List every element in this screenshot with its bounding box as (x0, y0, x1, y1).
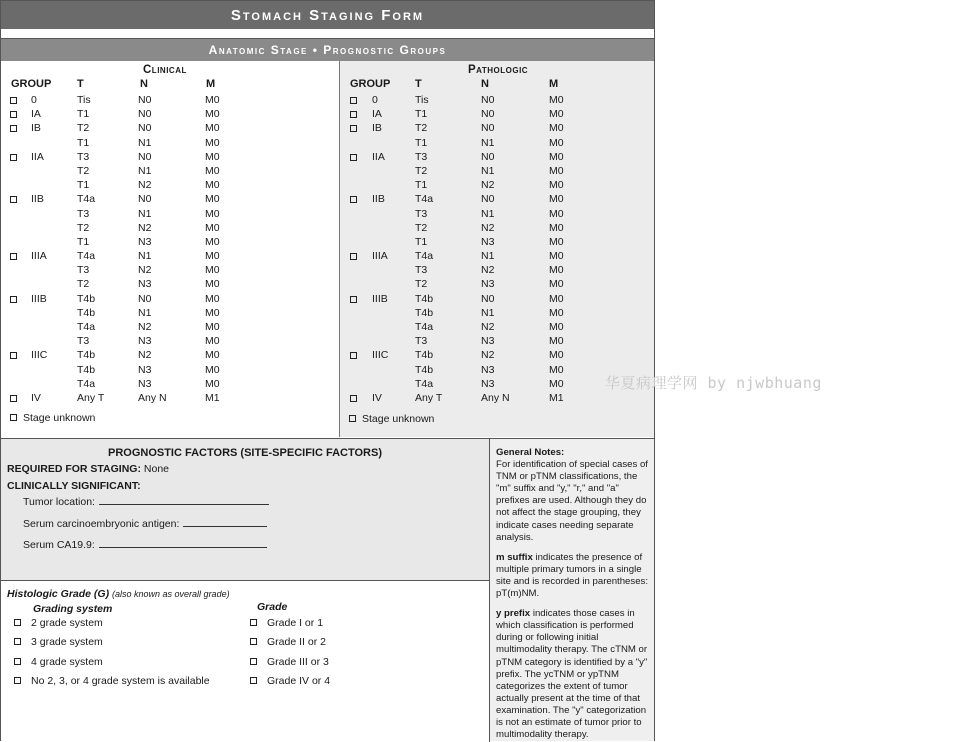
pathologic-t-cell: T3 (415, 264, 428, 277)
pathologic-m-cell: M0 (549, 292, 564, 305)
m-suffix-text: indicates the presence of multiple primary tumors in a single site and is recorded in parentheses: pT(m)NM. (496, 551, 648, 600)
checkbox[interactable] (350, 395, 357, 402)
grade-option-label: Grade I or 1 (267, 617, 324, 629)
clinical-n-cell: N0 (138, 122, 152, 135)
clinical-stage-unknown[interactable] (10, 412, 95, 424)
prognostic-factors-section (1, 438, 490, 580)
checkbox[interactable] (10, 154, 17, 161)
pathologic-m-cell: M0 (549, 306, 564, 319)
clinical-m-cell: M0 (205, 321, 220, 333)
notes-intro-paragraph (496, 447, 648, 544)
clinical-n-cell: N0 (138, 108, 152, 121)
checkbox[interactable] (250, 677, 257, 684)
pathologic-t-cell: T2 (415, 164, 428, 177)
clinical-t-cell: T4a (77, 377, 96, 390)
clinical-t-cell: T1 (77, 136, 90, 149)
pathologic-m-cell: M0 (549, 250, 564, 263)
required-value: None (143, 463, 170, 475)
clinical-stage-row (1, 378, 339, 392)
pathologic-m-cell: M0 (549, 150, 564, 163)
pathologic-n-cell: N2 (481, 179, 495, 192)
clinical-m-cell: M0 (205, 108, 220, 121)
checkbox[interactable] (350, 253, 357, 260)
pathologic-n-cell: N3 (481, 363, 495, 376)
grading-system-option[interactable] (14, 656, 103, 668)
pathologic-t-cell: Any T (415, 391, 443, 404)
clinical-m-cell: M0 (205, 136, 220, 149)
y-prefix-text: indicates those cases in which classification is performed during or following initial multimodality therapy. The cTNM or pTNM category is identified by a "y" prefix. The ycTNM or ypTNM categorizes the extent of tumor actually present at the time of that examination. The "y" categorization is not an estimate of tumor prior to multimodality therapy. (496, 608, 648, 741)
y-prefix-term: y prefix (496, 608, 531, 620)
pathologic-stage-row (340, 165, 654, 179)
pathologic-group-cell: IIIC (372, 349, 389, 362)
pathologic-m-cell: M0 (549, 221, 564, 234)
pathologic-stage-row (340, 321, 654, 335)
tumor-location-blank[interactable] (99, 495, 269, 505)
pathologic-t-cell: T4a (415, 250, 434, 263)
clinical-n-cell: N1 (138, 136, 152, 149)
clinical-t-cell: T3 (77, 150, 90, 163)
clinical-stage-row (1, 335, 339, 349)
pathologic-n-cell: N0 (481, 150, 495, 163)
checkbox[interactable] (250, 638, 257, 645)
clinical-stage-row (1, 208, 339, 222)
pathologic-t-cell: T4b (415, 363, 434, 376)
general-notes (490, 438, 654, 741)
m-suffix-term: m suffix (496, 551, 533, 563)
histologic-title-note: (also known as overall grade) (112, 589, 230, 599)
clinical-m-cell: M0 (205, 179, 220, 192)
clinical-stage-row (1, 165, 339, 179)
clinical-t-cell: Any T (77, 391, 105, 404)
pathologic-t-cell: T2 (415, 122, 428, 135)
clinical-t-cell: T4b (77, 363, 96, 376)
clinical-n-cell: N1 (138, 250, 152, 263)
pathologic-group-header: GROUP (350, 78, 391, 90)
checkbox[interactable] (349, 415, 356, 422)
clinical-stage-row[interactable] (1, 94, 339, 108)
pathologic-t-cell: T1 (415, 108, 428, 121)
clinical-m-header: M (206, 78, 216, 90)
clinical-n-cell: N1 (138, 207, 152, 220)
pathologic-group-cell: IV (372, 391, 382, 404)
clinical-m-cell: M0 (205, 122, 220, 135)
pathologic-m-cell: M0 (549, 193, 564, 206)
grade-option-label: Grade IV or 4 (267, 675, 331, 687)
checkbox[interactable] (14, 638, 21, 645)
pathologic-t-cell: Tis (415, 94, 429, 106)
clinical-stage-row[interactable] (1, 293, 339, 307)
serum-ca199-blank[interactable] (99, 538, 267, 548)
clinical-n-cell: N2 (138, 349, 152, 362)
pathologic-n-cell: N3 (481, 377, 495, 390)
pathologic-m-cell: M0 (549, 164, 564, 177)
clinical-stage-row (1, 137, 339, 151)
clinical-t-cell: T1 (77, 108, 90, 121)
clinical-group-cell: IIIC (31, 349, 48, 362)
clinical-group-cell: IIA (31, 150, 44, 163)
grade-option[interactable] (250, 636, 326, 648)
tumor-location-field[interactable] (23, 495, 269, 508)
checkbox[interactable] (10, 414, 17, 421)
pathologic-stage-row (340, 335, 654, 349)
pathologic-t-cell: T1 (415, 235, 428, 248)
pathologic-t-header: T (415, 78, 422, 90)
pathologic-t-cell: T1 (415, 136, 428, 149)
clinical-stage-row[interactable] (1, 151, 339, 165)
clinically-significant-label: CLINICALLY SIGNIFICANT: (7, 480, 141, 492)
pathologic-stage-row[interactable] (340, 392, 654, 406)
checkbox[interactable] (350, 111, 357, 118)
grading-system-option-label: 3 grade system (31, 636, 103, 648)
pathologic-m-cell: M0 (549, 235, 564, 248)
clinical-m-cell: M0 (205, 363, 220, 376)
grading-system-option-label: 2 grade system (31, 617, 103, 629)
pathologic-stage-row[interactable] (340, 151, 654, 165)
checkbox[interactable] (10, 253, 17, 260)
pathologic-m-cell: M0 (549, 264, 564, 277)
serum-cea-field[interactable] (23, 517, 267, 530)
checkbox[interactable] (10, 352, 17, 359)
checkbox[interactable] (10, 296, 17, 303)
pathologic-t-cell: T4b (415, 306, 434, 319)
pathologic-stage-row (340, 208, 654, 222)
clinical-group-cell: IIIB (31, 292, 47, 305)
grading-system-option-label: 4 grade system (31, 656, 103, 668)
clinical-m-cell: M0 (205, 235, 220, 248)
clinical-stage-row (1, 278, 339, 292)
clinical-n-cell: N3 (138, 377, 152, 390)
clinical-n-cell: N2 (138, 264, 152, 277)
clinical-t-cell: T1 (77, 235, 90, 248)
grading-system-option[interactable] (14, 636, 103, 648)
pathologic-group-cell: IIIA (372, 250, 388, 263)
clinical-t-cell: Tis (77, 94, 91, 106)
grading-system-option[interactable] (14, 675, 210, 687)
clinical-m-cell: M0 (205, 292, 220, 305)
clinical-stage-row (1, 179, 339, 193)
checkbox[interactable] (10, 97, 17, 104)
checkbox[interactable] (250, 619, 257, 626)
pathologic-m-cell: M0 (549, 122, 564, 135)
pathologic-n-header: N (481, 78, 489, 90)
pathologic-m-cell: M1 (549, 391, 564, 404)
clinical-group-header: GROUP (11, 78, 52, 90)
clinical-t-cell: T4a (77, 193, 96, 206)
checkbox[interactable] (350, 125, 357, 132)
notes-intro: For identification of special cases of TNM or pTNM classifications, the "m" suffix and "y," "r," and "a" prefixes are used. Although they do not affect the stage grouping, they indicate cases needing separate analysis. (496, 459, 648, 543)
clinical-t-cell: T3 (77, 264, 90, 277)
clinical-stage-row (1, 236, 339, 250)
clinical-t-cell: T2 (77, 278, 90, 291)
pathologic-t-cell: T4a (415, 193, 434, 206)
clinical-t-cell: T4b (77, 349, 96, 362)
pathologic-n-cell: N1 (481, 250, 495, 263)
clinical-m-cell: M0 (205, 250, 220, 263)
clinical-stage-row (1, 264, 339, 278)
pathologic-t-cell: T3 (415, 150, 428, 163)
pathologic-group-cell: IB (372, 122, 382, 135)
pathologic-n-cell: N0 (481, 94, 495, 106)
clinical-group-cell: IIB (31, 193, 44, 206)
grade-option[interactable] (250, 675, 330, 687)
pathologic-group-cell: IIB (372, 193, 385, 206)
clinical-m-cell: M0 (205, 335, 220, 348)
pathologic-group-cell: IIIB (372, 292, 388, 305)
pathologic-stage-row (340, 222, 654, 236)
clinical-t-cell: T4a (77, 321, 96, 333)
checkbox[interactable] (14, 677, 21, 684)
pathologic-n-cell: N1 (481, 164, 495, 177)
checkbox[interactable] (14, 658, 21, 665)
clinical-stage-row[interactable] (1, 122, 339, 136)
watermark: 华夏病理学网 by njwbhuang (605, 374, 822, 392)
required-for-staging (7, 463, 169, 475)
pathologic-n-cell: N1 (481, 306, 495, 319)
pathologic-t-cell: T4a (415, 321, 434, 333)
clinical-n-cell: N3 (138, 363, 152, 376)
pathologic-m-cell: M0 (549, 349, 564, 362)
pathologic-t-cell: T4b (415, 292, 434, 305)
clinical-t-cell: T4b (77, 306, 96, 319)
clinical-rows (1, 94, 339, 406)
clinical-n-header: N (140, 78, 148, 90)
pathologic-stage-row (340, 137, 654, 151)
checkbox[interactable] (350, 296, 357, 303)
pathologic-t-cell: T3 (415, 207, 428, 220)
pathologic-t-cell: T2 (415, 221, 428, 234)
clinical-n-cell: N0 (138, 150, 152, 163)
prognostic-title: PROGNOSTIC FACTORS (SITE-SPECIFIC FACTORS) (107, 447, 382, 459)
clinical-m-cell: M0 (205, 221, 220, 234)
pathologic-group-cell: IA (372, 108, 382, 121)
clinical-stage-row[interactable] (1, 250, 339, 264)
clinical-n-cell: N0 (138, 193, 152, 206)
section-title: Anatomic Stage • Prognostic Groups (1, 38, 654, 61)
clinical-m-cell: M0 (205, 278, 220, 291)
clinical-stage-row[interactable] (1, 392, 339, 406)
clinical-m-cell: M0 (205, 264, 220, 277)
clinical-stage-row (1, 307, 339, 321)
pathologic-group-cell: IIA (372, 150, 385, 163)
clinical-n-cell: Any N (138, 391, 167, 404)
serum-ca199-field[interactable] (23, 538, 267, 551)
m-suffix-paragraph (496, 552, 648, 600)
histologic-grade-section (1, 580, 490, 742)
pathologic-m-cell: M0 (549, 108, 564, 121)
clinical-n-cell: N2 (138, 321, 152, 333)
pathologic-n-cell: N2 (481, 264, 495, 277)
pathologic-stage-row (340, 236, 654, 250)
pathologic-rows (340, 94, 654, 406)
grade-option-label: Grade III or 3 (267, 656, 329, 668)
clinical-t-cell: T3 (77, 335, 90, 348)
pathologic-t-cell: T4b (415, 349, 434, 362)
histologic-title (7, 588, 230, 600)
clinical-m-cell: M0 (205, 207, 220, 220)
grading-system-option-label: No 2, 3, or 4 grade system is available (31, 675, 210, 687)
checkbox[interactable] (350, 196, 357, 203)
clinical-t-cell: T4b (77, 292, 96, 305)
pathologic-title: Pathologic (468, 64, 529, 76)
clinical-stage-row (1, 364, 339, 378)
pathologic-n-cell: Any N (481, 391, 510, 404)
pathologic-n-cell: N2 (481, 349, 495, 362)
checkbox[interactable] (350, 352, 357, 359)
notes-title: General Notes: (496, 447, 565, 458)
pathologic-stage-row (340, 278, 654, 292)
pathologic-t-cell: T1 (415, 179, 428, 192)
pathologic-stage-row (340, 264, 654, 278)
clinical-group-cell: IA (31, 108, 41, 121)
pathologic-m-cell: M0 (549, 363, 564, 376)
clinical-n-cell: N1 (138, 164, 152, 177)
form-title: Stomach Staging Form (1, 1, 654, 29)
checkbox[interactable] (10, 395, 17, 402)
clinical-t-cell: T2 (77, 221, 90, 234)
pathologic-stage-row[interactable] (340, 349, 654, 363)
checkbox[interactable] (10, 125, 17, 132)
serum-cea-label: Serum carcinoembryonic antigen: (23, 518, 180, 530)
pathologic-n-cell: N1 (481, 136, 495, 149)
clinical-m-cell: M0 (205, 349, 220, 362)
clinical-stage-row (1, 222, 339, 236)
histologic-title-text: Histologic Grade (G) (7, 588, 110, 600)
grade-option[interactable] (250, 656, 329, 668)
serum-ca199-label: Serum CA19.9: (23, 539, 95, 551)
required-label: REQUIRED FOR STAGING: (7, 463, 141, 475)
checkbox[interactable] (250, 658, 257, 665)
grading-system-option[interactable] (14, 617, 103, 629)
grade-header: Grade (257, 601, 288, 613)
pathologic-stage-row[interactable] (340, 250, 654, 264)
pathologic-n-cell: N3 (481, 235, 495, 248)
clinical-stage-row[interactable] (1, 193, 339, 207)
pathologic-m-cell: M0 (549, 94, 564, 106)
pathologic-n-cell: N0 (481, 193, 495, 206)
pathologic-stage-row[interactable] (340, 193, 654, 207)
clinical-n-cell: N0 (138, 292, 152, 305)
pathologic-stage-unknown[interactable] (349, 413, 434, 425)
clinical-m-cell: M1 (205, 391, 220, 404)
clinical-n-cell: N0 (138, 94, 152, 106)
clinical-t-header: T (77, 78, 84, 90)
clinical-n-cell: N3 (138, 335, 152, 348)
checkbox[interactable] (350, 97, 357, 104)
clinical-m-cell: M0 (205, 94, 220, 106)
grade-option[interactable] (250, 617, 323, 629)
pathologic-group-cell: 0 (372, 94, 378, 106)
clinical-stage-row[interactable] (1, 108, 339, 122)
pathologic-n-cell: N2 (481, 321, 495, 333)
clinical-group-cell: IB (31, 122, 41, 135)
pathologic-n-cell: N2 (481, 221, 495, 234)
pathologic-stage-row (340, 307, 654, 321)
grading-system-header: Grading system (33, 603, 113, 615)
pathologic-n-cell: N0 (481, 292, 495, 305)
clinical-n-cell: N2 (138, 221, 152, 234)
checkbox[interactable] (10, 111, 17, 118)
clinical-m-cell: M0 (205, 193, 220, 206)
pathologic-m-cell: M0 (549, 321, 564, 333)
pathologic-n-cell: N3 (481, 335, 495, 348)
pathologic-m-cell: M0 (549, 136, 564, 149)
pathologic-m-cell: M0 (549, 335, 564, 348)
clinical-n-cell: N3 (138, 235, 152, 248)
pathologic-m-cell: M0 (549, 179, 564, 192)
clinical-t-cell: T1 (77, 179, 90, 192)
checkbox[interactable] (350, 154, 357, 161)
checkbox[interactable] (10, 196, 17, 203)
pathologic-t-cell: T3 (415, 335, 428, 348)
clinical-t-cell: T4a (77, 250, 96, 263)
pathologic-t-cell: T4a (415, 377, 434, 390)
pathologic-stage-row[interactable] (340, 108, 654, 122)
pathologic-m-cell: M0 (549, 278, 564, 291)
clinical-stage-row (1, 321, 339, 335)
clinical-group-cell: IIIA (31, 250, 47, 263)
pathologic-t-cell: T2 (415, 278, 428, 291)
pathologic-n-cell: N1 (481, 207, 495, 220)
pathologic-n-cell: N0 (481, 122, 495, 135)
clinical-stage-unknown-label: Stage unknown (23, 412, 96, 424)
clinical-m-cell: M0 (205, 306, 220, 319)
clinical-n-cell: N1 (138, 306, 152, 319)
clinical-t-cell: T2 (77, 122, 90, 135)
serum-cea-blank[interactable] (183, 517, 267, 527)
pathologic-m-cell: M0 (549, 207, 564, 220)
pathologic-stage-row[interactable] (340, 94, 654, 108)
pathologic-n-cell: N3 (481, 278, 495, 291)
clinical-m-cell: M0 (205, 377, 220, 390)
y-prefix-paragraph (496, 608, 648, 741)
clinical-group-cell: IV (31, 391, 41, 404)
clinical-n-cell: N3 (138, 278, 152, 291)
pathologic-stage-unknown-label: Stage unknown (362, 413, 435, 425)
clinical-m-cell: M0 (205, 164, 220, 177)
pathologic-stage-row (340, 179, 654, 193)
clinical-panel (1, 61, 340, 437)
clinical-title: Clinical (143, 64, 187, 76)
clinical-stage-row[interactable] (1, 349, 339, 363)
clinical-n-cell: N2 (138, 179, 152, 192)
checkbox[interactable] (14, 619, 21, 626)
pathologic-stage-row[interactable] (340, 122, 654, 136)
grade-option-label: Grade II or 2 (267, 636, 326, 648)
tumor-location-label: Tumor location: (23, 496, 95, 508)
clinical-m-cell: M0 (205, 150, 220, 163)
pathologic-m-cell: M0 (549, 377, 564, 390)
pathologic-stage-row[interactable] (340, 293, 654, 307)
clinical-t-cell: T2 (77, 164, 90, 177)
clinical-t-cell: T3 (77, 207, 90, 220)
pathologic-m-header: M (549, 78, 559, 90)
pathologic-n-cell: N0 (481, 108, 495, 121)
clinical-group-cell: 0 (31, 94, 37, 106)
